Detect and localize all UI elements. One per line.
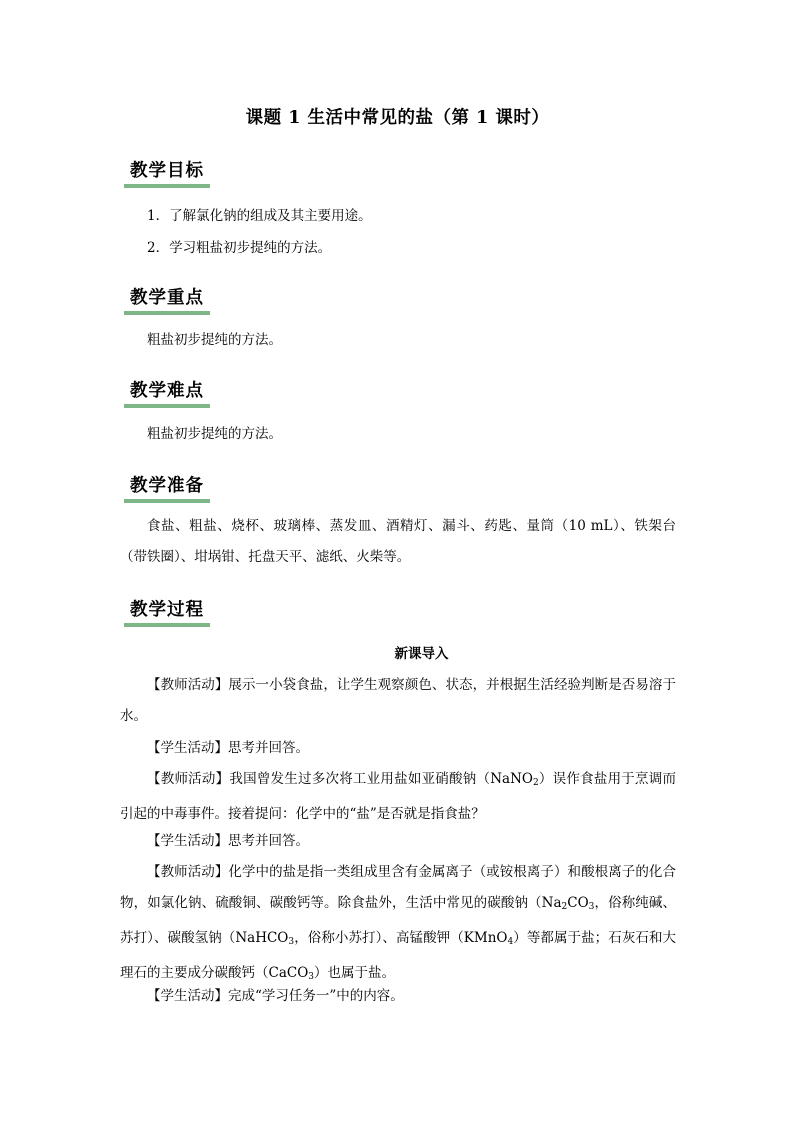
p5-subscript-2: 3 <box>588 902 595 912</box>
section-heading-preparation: 教学准备 <box>124 475 210 503</box>
p5-text-a: 【教师活动】化学中的盐是指一类组成里含有金属离子（或铵根离子）和酸根离子的化合物，如氯化钠、硫酸铜、碳酸钙等。除食盐外，生活中常见的碳酸钠（Na <box>120 864 676 911</box>
difficulties-text: 粗盐初步提纯的方法。 <box>147 426 282 442</box>
p5-subscript-5: 3 <box>308 972 315 982</box>
p5-subscript-4: 4 <box>507 937 514 947</box>
p5-text-e: ）等都属于盐；石灰石和大理石的主要成分碳酸钙（CaCO <box>120 930 677 981</box>
p5-subscript-3: 3 <box>288 937 295 947</box>
p5-text-c: ，俗称纯碱、苏打）、碳酸氢钠（NaHCO <box>120 895 676 946</box>
section-heading-process: 教学过程 <box>124 599 210 627</box>
section-heading-key-points: 教学重点 <box>124 287 210 315</box>
process-paragraph-2: 【学生活动】思考并回答。 <box>147 740 309 756</box>
lesson-title: 课题 1 生活中常见的盐（第 1 课时） <box>245 108 550 128</box>
p3-text-b: ）误作食盐用于烹调而引起的中毒事件。接着提问：化学中的“盐”是否就是指食盐？ <box>120 771 676 822</box>
objective-item-1: 1．了解氯化钠的组成及其主要用途。 <box>147 208 372 224</box>
p5-text-f: ）也属于盐。 <box>314 965 396 981</box>
section-heading-difficulties: 教学难点 <box>124 380 210 408</box>
process-paragraph-5 <box>120 857 676 993</box>
process-paragraph-4: 【学生活动】思考并回答。 <box>147 833 309 849</box>
objective-item-2: 2．学习粗盐初步提纯的方法。 <box>147 240 332 256</box>
p3-subscript: 2 <box>532 778 539 788</box>
p3-text-a: 【教师活动】我国曾发生过多次将工业用盐如亚硝酸钠（NaNO <box>147 771 533 787</box>
preparation-text: 食盐、粗盐、烧杯、玻璃棒、蒸发皿、酒精灯、漏斗、药匙、量筒（10 mL）、铁架台（带铁圈）、坩埚钳、托盘天平、滤纸、火柴等。 <box>120 518 676 565</box>
section-heading-objectives: 教学目标 <box>124 160 210 188</box>
key-points-text: 粗盐初步提纯的方法。 <box>147 332 282 348</box>
p5-text-d: ，俗称小苏打）、高锰酸钾（KMnO <box>294 930 508 946</box>
p5-text-b: CO <box>567 895 589 911</box>
process-paragraph-3 <box>120 764 676 830</box>
process-paragraph-6: 【学生活动】完成“学习任务一”中的内容。 <box>147 988 404 1004</box>
p5-subscript-1: 2 <box>561 902 568 912</box>
process-paragraph-1: 【教师活动】展示一小袋食盐，让学生观察颜色、状态，并根据生活经验判断是否易溶于水。 <box>120 677 676 724</box>
subheading-new-lesson: 新课导入 <box>394 646 449 662</box>
